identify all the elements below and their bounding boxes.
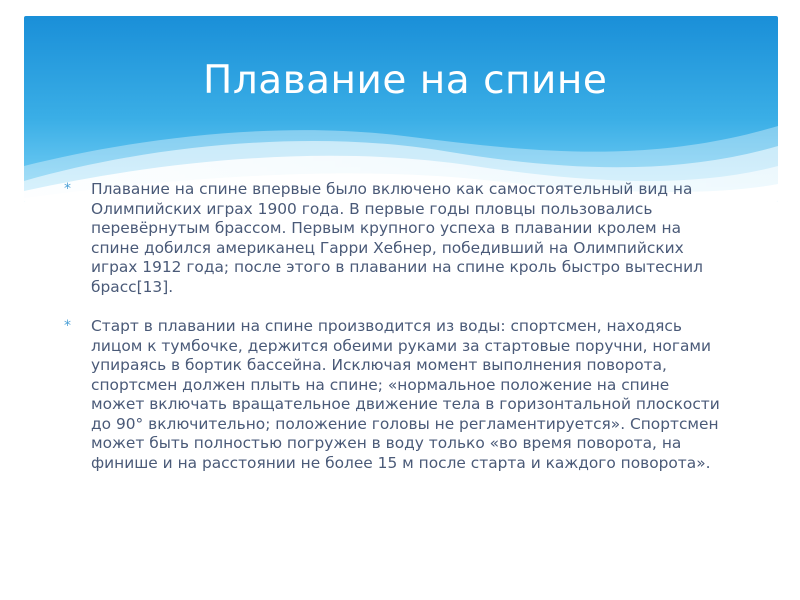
asterisk-bullet-icon: * (64, 181, 71, 197)
bullet-item (64, 180, 724, 297)
header-wave-background (24, 16, 778, 202)
bullet-list (64, 180, 724, 493)
wave-graphic (24, 16, 778, 202)
slide-title: Плавание на спине (203, 58, 608, 103)
asterisk-bullet-icon: * (64, 318, 71, 334)
bullet-text: Плавание на спине впервые было включено как самостоятельный вид на Олимпийских играх 1900 года. В первые годы пловцы пользовались перевёрнутым брассом. Первым крупного успеха в плавании кролем на спине добился американец Гарри Хебнер, победивший на Олимпийских играх 1912 года; после этого в плавании на спине кроль быстро вытеснил брасс[13]. (91, 180, 703, 296)
bullet-text: Старт в плавании на спине производится из воды: спортсмен, находясь лицом к тумбочке, держится обеими руками за стартовые поручни, ногами упираясь в бортик бассейна. Исключая момент выполнения поворота, спортсмен должен плыть на спине; «нормальное положение на спине может включать вращательное движение тела в горизонтальной плоскости до 90° включительно; положение головы не регламентируется». Спортсмен может быть полностью погружен в воду только «во время поворота, на финише и на расстоянии не более 15 м после старта и каждого поворота». (91, 317, 720, 472)
bullet-item (64, 317, 724, 473)
